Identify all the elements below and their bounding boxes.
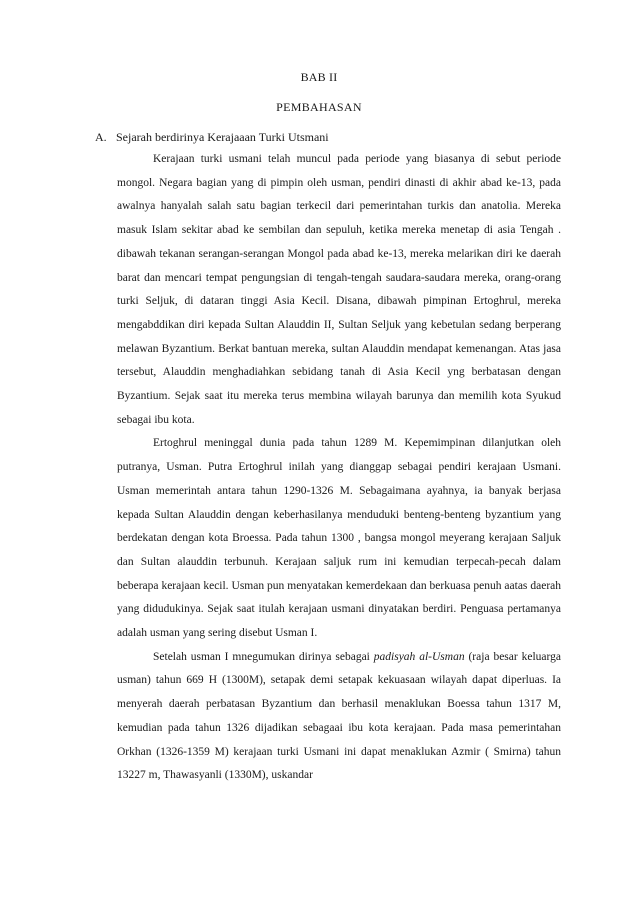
section-heading xyxy=(95,127,575,147)
section-marker: A. xyxy=(95,130,107,144)
body-text xyxy=(117,148,561,788)
chapter-title: PEMBAHASAN xyxy=(276,100,362,114)
section-title: Sejarah berdirinya Kerajaaan Turki Utsmani xyxy=(116,130,329,144)
chapter-number: BAB II xyxy=(300,70,338,84)
paragraph-3-text-after: (raja besar keluarga usman) tahun 669 H (1300M), setapak demi setapak kekuasaan wilayah dapat diperluas. Ia menyerah daerah perbatasan Byzantium dan berhasil menaklukan Boessa tahun 1317 M, kemudian pada tahun 1326 dijadikan sebagaai ibu kota kerajaan. Pada masa pemerintahan Orkhan (1326-1359 M) kerajaan turki Usmani ini dapat menaklukan Azmir ( Smirna) tahun 13227 m, Thawasyanli (1330M), uskandar xyxy=(117,650,561,782)
paragraph-3-text-before: Setelah usman I mnegumukan dirinya sebagai xyxy=(153,650,374,663)
paragraph-2: Ertoghrul meninggal dunia pada tahun 1289 M. Kepemimpinan dilanjutkan oleh putranya, Usman. Putra Ertoghrul inilah yang dianggap sebagai pendiri kerajaan Usmani. Usman memerintah antara tahun 1290-1326 M. Sebagaimana ayahnya, ia banyak berjasa kepada Sultan Alauddin dengan keberhasilanya menduduki benteng-benteng byzantium yang berdekatan dengan kota Broessa. Pada tahun 1300 , bangsa mongol meyerang kerajaan Saljuk dan Sultan alauddin terbunuh. Kerajaan saljuk rum ini kemudian terpecah-pecah dalam beberapa kerajaan kecil. Usman pun menyatakan kemerdekaan dan berkuasa penuh aatas daerah yang didudukinya. Sejak saat itulah kerajaan usmani dinyatakan berdiri. Penguasa pertamanya adalah usman yang sering disebut Usman I. xyxy=(117,437,561,640)
paragraph-3-italic-term: padisyah al-Usman xyxy=(373,650,465,663)
paragraph-1: Kerajaan turki usmani telah muncul pada periode yang biasanya di sebut periode mongol. Negara bagian yang di pimpin oleh usman, pendiri dinasti di akhir abad ke-13, pada awalnya hanyalah salah satu bagian terkecil dari pemerintahan turkis dan anatolia. Mereka masuk Islam sekitar abad ke sembilan dan sepuluh, ketika mereka menetap di asia Tengah . dibawah tekanan serangan-serangan Mongol pada abad ke-13, mereka melarikan diri ke daerah barat dan mencari tempat pengungsian di tengah-tengah saudara-saudara mereka, orang-orang turki Seljuk, di dataran tinggi Asia Kecil. Disana, dibawah pimpinan Ertoghrul, mereka mengabddikan diri kepada Sultan Alauddin II, Sultan Seljuk yang kebetulan sedang berperang melawan Byzantium. Berkat bantuan mereka, sultan Alauddin mendapat kemenangan. Atas jasa tersebut, Alauddin menghadiahkan sebidang tanah di Asia Kecil yng berbatasan dengan Byzantium. Sejak saat itu mereka terus membina wilayah barunya dan memilih kota Syukud sebagai ibu kota. xyxy=(117,153,561,426)
paragraph-3 xyxy=(117,646,561,788)
